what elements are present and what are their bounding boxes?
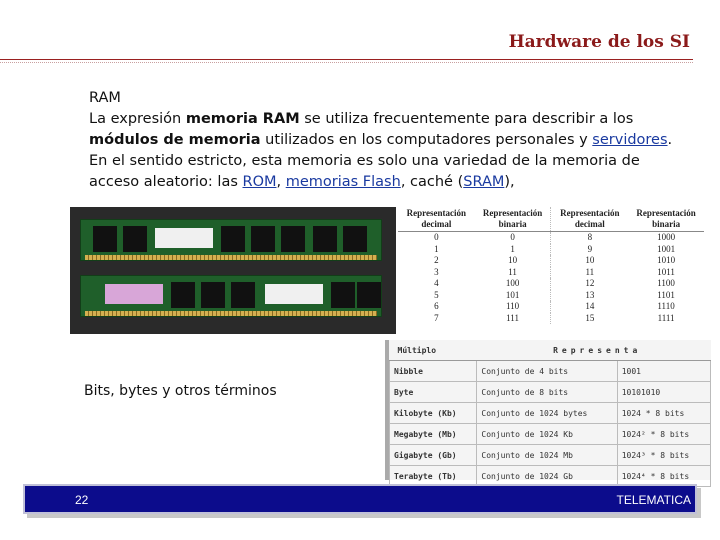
title-dotted-divider — [0, 62, 693, 63]
multiples-panel — [385, 340, 711, 480]
ram-modules-photo — [70, 207, 396, 334]
table-row — [390, 382, 711, 403]
table-cell: 1001 — [617, 361, 710, 382]
table-cell: 1111 — [657, 312, 675, 323]
paragraph-text: utilizados en los computadores personales y — [260, 132, 593, 148]
table-cell: 0 — [510, 232, 515, 243]
table-cell: 1 — [510, 243, 515, 254]
table-cell: 2 — [434, 255, 439, 266]
table-row — [390, 445, 711, 466]
table-cell: 10101010 — [617, 382, 710, 403]
table-cell: Nibble — [390, 361, 477, 382]
table-cell: Conjunto de 4 bits — [477, 361, 617, 382]
table-row — [398, 278, 704, 290]
table-cell: 7 — [434, 312, 439, 323]
paragraph-text: , caché ( — [400, 174, 464, 190]
table-cell: 1100 — [657, 278, 675, 289]
table-cell: 4 — [434, 278, 439, 289]
table-row — [398, 255, 704, 267]
column-header: Múltiplo — [390, 340, 477, 361]
table-row — [398, 267, 704, 279]
link-memorias-flash[interactable]: memorias Flash — [285, 174, 401, 190]
table-cell: Terabyte (Tb) — [390, 466, 477, 487]
title-divider — [0, 59, 693, 60]
binary-representation-table — [398, 207, 704, 324]
table-header-row — [390, 340, 711, 361]
table-cell: 14 — [551, 301, 628, 313]
table-row — [398, 313, 704, 325]
slide-title: Hardware de los SI — [508, 32, 690, 52]
table-cell: 13 — [551, 290, 628, 302]
footer-bar — [23, 484, 697, 514]
table-cell: 12 — [551, 278, 628, 290]
table-cell: 11 — [508, 266, 517, 277]
paragraph-text: . En el sentido estricto, esta memoria es solo una variedad de la memoria de acceso aleatorio: las — [89, 132, 673, 190]
page-number: 22 — [75, 493, 89, 507]
table-cell: 15 — [551, 313, 628, 325]
table-cell: 1024³ * 8 bits — [617, 445, 710, 466]
paragraph-text: ), — [504, 174, 515, 190]
table-cell: Conjunto de 1024 Kb — [477, 424, 617, 445]
table-cell: 1011 — [657, 266, 675, 277]
table-cell: 1024² * 8 bits — [617, 424, 710, 445]
table-row — [398, 232, 704, 244]
table-cell: Conjunto de 1024 Mb — [477, 445, 617, 466]
paragraph-text: , — [276, 174, 286, 190]
table-cell: 1101 — [657, 289, 675, 300]
table-row — [398, 290, 704, 302]
table-row — [390, 361, 711, 382]
body-text — [89, 88, 689, 193]
table-cell: 111 — [506, 312, 519, 323]
table-cell: Byte — [390, 382, 477, 403]
column-header: Representación decimal — [551, 207, 628, 232]
table-cell: 110 — [505, 301, 520, 312]
table-cell: 5 — [434, 289, 439, 300]
column-header: Representación binaria — [628, 207, 704, 232]
table-cell: 1024⁴ * 8 bits — [617, 466, 710, 487]
column-header: Representa — [477, 340, 711, 361]
terms-heading: Bits, bytes y otros términos — [84, 383, 277, 399]
table-cell: 10 — [551, 255, 628, 267]
table-row — [390, 424, 711, 445]
table-cell: 10 — [508, 255, 518, 266]
table-cell: 1001 — [657, 243, 676, 254]
column-header: Representación decimal — [398, 207, 475, 232]
paragraph-text: La expresión — [89, 111, 186, 127]
table-cell: 1010 — [657, 255, 676, 266]
link-servidores[interactable]: servidores — [592, 132, 668, 148]
table-cell: 1024 * 8 bits — [617, 403, 710, 424]
link-sram[interactable]: SRAM — [463, 174, 505, 190]
table-row — [398, 301, 704, 313]
table-row — [398, 244, 704, 256]
paragraph-text: se utiliza frecuentemente para describir a los — [299, 111, 634, 127]
table-cell: 6 — [434, 301, 439, 312]
table-cell: 1 — [434, 243, 439, 254]
footer-label: TELEMATICA — [616, 493, 691, 507]
table-cell: 9 — [551, 244, 628, 256]
table-row — [390, 403, 711, 424]
bold-term-modules: módulos de memoria — [89, 132, 261, 148]
table-header-row — [398, 207, 704, 232]
table-cell: 11 — [551, 267, 628, 279]
table-cell: 8 — [551, 232, 628, 244]
link-rom[interactable]: ROM — [242, 174, 277, 190]
table-cell: Conjunto de 1024 bytes — [477, 403, 617, 424]
byte-multiples-table — [389, 340, 711, 487]
table-cell: Conjunto de 1024 Gb — [477, 466, 617, 487]
table-cell: Megabyte (Mb) — [390, 424, 477, 445]
section-heading: RAM — [89, 90, 121, 106]
ram-stick-image — [80, 219, 382, 261]
table-cell: 1000 — [657, 232, 676, 243]
table-cell: Conjunto de 8 bits — [477, 382, 617, 403]
table-cell: 1110 — [657, 301, 675, 312]
bold-term-ram: memoria RAM — [185, 111, 300, 127]
ram-stick-image — [80, 275, 382, 317]
column-header: Representación binaria — [475, 207, 551, 232]
table-cell: 0 — [434, 232, 439, 243]
table-cell: Gigabyte (Gb) — [390, 445, 477, 466]
table-cell: 100 — [505, 278, 520, 289]
table-cell: 3 — [434, 266, 439, 277]
table-cell: Kilobyte (Kb) — [390, 403, 477, 424]
table-cell: 101 — [505, 289, 520, 300]
